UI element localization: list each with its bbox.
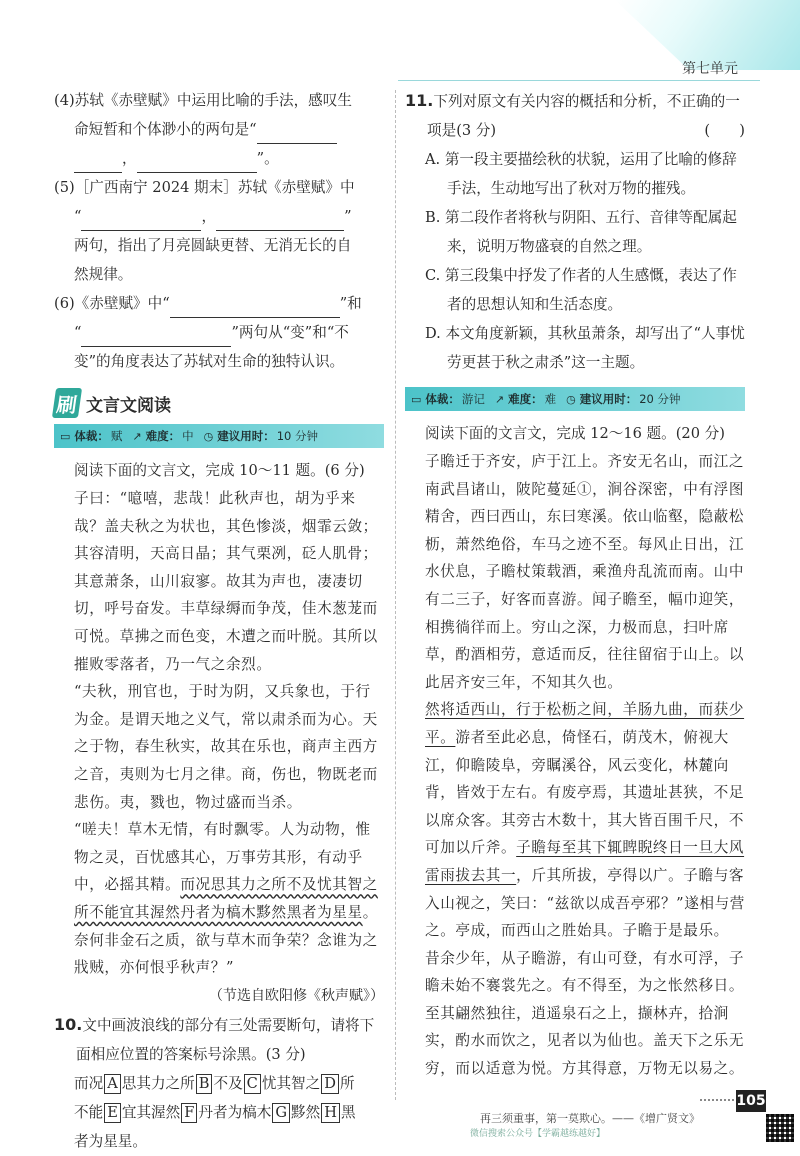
option-box-d[interactable]: D: [321, 1074, 339, 1094]
option-box-a[interactable]: A: [104, 1074, 121, 1094]
answer-blank[interactable]: [257, 125, 337, 144]
footer-sub: 微信搜索公众号【学霸越练越好】: [470, 1129, 606, 1139]
q5-line4: 然规律。: [74, 266, 133, 283]
q6-line3: 变”的角度表达了苏轼对生命的独特认识。: [74, 353, 345, 370]
q4-text: 命短暂和个体渺小的两句是“: [74, 121, 257, 138]
left-column: [54, 86, 384, 1156]
timer-icon: ◷: [566, 392, 576, 406]
q4-line3: ， ”。: [54, 144, 384, 173]
q11: 11.下列对原文有关内容的概括和分析，不正确的一项是(3 分) ( ): [405, 86, 745, 145]
timer-icon: ◷: [203, 429, 214, 443]
underlined-text: 子瞻每至其下辄睥睨终日一旦大风雷雨拔去其一: [425, 839, 745, 884]
chart-icon: ↗: [494, 392, 505, 406]
option-a: A. 第一段主要描绘秋的状貌，运用了比喻的修辞手法，生动地写出了秋对万物的摧残。: [425, 151, 737, 197]
option-b: B. 第二段作者将秋与阴阳、五行、音律等配属起来，说明万物盛衰的自然之理。: [425, 209, 737, 255]
option-c: C. 第三段集中抒发了作者的人生感慨，表达了作者的思想认知和生活态度。: [425, 267, 737, 313]
q5-line3: 两句，指出了月亮圆缺更替、无消无长的自: [74, 237, 352, 254]
difficulty-value: 难: [544, 392, 557, 406]
answer-blank[interactable]: [81, 212, 201, 231]
passage-para1: 子曰：“噫嘻，悲哉！此秋声也，胡为乎来哉？盖夫秋之为状也，其色惨淡，烟霏云敛；其容清明，天高日晶；其气栗冽，砭人肌骨；其意萧条，山川寂寥。故其为声也，凄凄切切，呼号奋发。丰草绿缛而争茂，佳木葱茏而可悦。草拂之而色变，木遭之而叶脱。其所以摧败零落者，乃一气之余烈。: [74, 490, 378, 673]
dotted-rule: [700, 1099, 734, 1101]
answer-paren[interactable]: ( ): [704, 122, 745, 139]
answer-blank[interactable]: [74, 154, 122, 173]
option-box-f[interactable]: F: [181, 1103, 197, 1123]
genre-value: 游记: [461, 392, 485, 406]
answer-blank[interactable]: [137, 154, 257, 173]
passage-intro: 阅读下面的文言文，完成 12～16 题。(20 分): [425, 425, 725, 442]
q10: 10.文中画波浪线的部分有三处需要断句，请将下面相应位置的答案标号涂黑。(3 分): [54, 1014, 375, 1063]
passage-para2: “夫秋，刑官也，于时为阴，又兵象也，于行为金。是谓天地之义气，常以肃杀而为心。天之于物，春生秋实，故其在乐也，商声主西方之音，夷则为七月之律。商，伤也，物既老而悲伤。夷，戮也，物过盛而当杀。: [74, 683, 378, 811]
qr-code-icon: [766, 1114, 794, 1142]
passage-source: （节选自欧阳修《秋声赋》）: [209, 987, 384, 1004]
meta-bar: ▭ 体裁： 游记 ↗ 难度： 难 ◷ 建议用时： 20 分钟: [405, 387, 745, 411]
q6-line1: (6)《赤壁赋》中“ ”和: [54, 289, 384, 318]
answer-blank[interactable]: [81, 328, 231, 347]
answer-blank[interactable]: [170, 299, 340, 318]
option-box-g[interactable]: G: [272, 1103, 290, 1123]
header-rule: [398, 80, 760, 81]
option-d: D. 本文角度新颖，其秋虽萧条，却写出了“人事忧劳更甚于秋之肃杀”这一主题。: [425, 325, 745, 371]
time-value: 10 分钟: [276, 429, 319, 443]
option-box-b[interactable]: B: [196, 1074, 213, 1094]
q10-options-line3: 者为星星。: [74, 1132, 147, 1150]
chart-icon: ↗: [132, 429, 142, 443]
unit-label: 第七单元: [682, 61, 738, 77]
wavy-underlined-text: 而况思其力之所不及忧其智之所不能宜其渥然丹者为槁木黟然黑者为星星: [74, 876, 378, 921]
q4-line2: [54, 115, 384, 144]
difficulty-value: 中: [182, 429, 194, 443]
q5-line1: (5)［广西南宁 2024 期末］苏轼《赤壁赋》中: [54, 179, 355, 196]
q5-line2: “ ， ”: [54, 202, 384, 231]
option-box-c[interactable]: C: [244, 1074, 261, 1094]
answer-blank[interactable]: [216, 212, 344, 231]
q6-line2: “ ”两句从“变”和“不: [54, 318, 384, 347]
option-box-e[interactable]: E: [104, 1103, 121, 1123]
brush-logo-icon: 刷: [52, 388, 82, 418]
document-icon: ▭: [60, 429, 71, 443]
time-value: 20 分钟: [639, 392, 681, 406]
section-heading: [54, 388, 384, 418]
page-number: 105: [736, 1090, 766, 1112]
column-divider: [395, 90, 396, 1100]
meta-bar: ▭ 体裁： 赋 ↗ 难度： 中 ◷ 建议用时： 10 分钟: [54, 424, 384, 448]
passage-para1: 子瞻迁于齐安，庐于江上。齐安无名山，而江之南武昌诸山，陂陀蔓延①，涧谷深密，中有浮图精舍，西曰西山，东曰寒溪。依山临壑，隐蔽松枥，萧然绝俗，车马之迹不至。每风止日出，江水伏息，子瞻杖策载酒，乘渔舟乱流而南。山中有二三子，好客而喜游。闻子瞻至，幅巾迎笑，相携徜徉而上。穷山之深，力极而息，扫叶席草，酌酒相劳，意适而反，往往留宿于山上。以此居齐安三年，不知其久也。: [425, 453, 745, 691]
q10-options-line2: 不能 E 宜其渥然 F 丹者为槁木 G 黟然 H 黑: [74, 1103, 356, 1121]
right-column: [405, 86, 745, 1083]
q10-options-line1: 而况 A 思其力之所 B 不及 C 忧其智之 D 所: [74, 1074, 355, 1092]
q4-line1: (4)苏轼《赤壁赋》中运用比喻的手法，感叹生: [54, 92, 352, 109]
underlined-text: 然将适西山，行于松枥之间，羊肠九曲，而获少平。: [425, 701, 745, 746]
passage-para3: “嗟夫！草木无情，有时飘零。人为动物，惟物之灵，百忧感其心，万事劳其形，有动乎中，必摇其精。而况思其力之所不及忧其智之所不能宜其渥然丹者为槁木黟然黑者为星星。奈何非金石之质，欲与草木而争荣？念谁为之戕贼，亦何恨乎秋声？”: [74, 821, 378, 977]
passage-intro: 阅读下面的文言文，完成 10～11 题。(6 分): [74, 462, 365, 479]
section-title: 文言文阅读: [86, 395, 171, 416]
document-icon: ▭: [411, 392, 422, 406]
passage-para3: 昔余少年，从子瞻游，有山可登，有水可浮，子瞻未始不褰裳先之。有不得至，为之怅然移日。至其翩然独往，逍遥泉石之上，撷林卉，拾涧实，酌水而饮之，见者以为仙也。盖天下之乐无穷，而以适意为悦。方其得意，万物无以易之。: [425, 949, 745, 1078]
genre-value: 赋: [110, 429, 123, 443]
option-box-h[interactable]: H: [321, 1103, 340, 1123]
footer-quote: 再三须重事，第一莫欺心。——《增广贤文》: [480, 1112, 700, 1125]
passage-para2: 然将适西山，行于松枥之间，羊肠九曲，而获少平。游者至此必息，倚怪石，荫茂木，俯视大江，仰瞻陵阜，旁瞩溪谷，风云变化，林麓向背，皆效于左右。有废亭焉，其遗址甚狭，不足以席众客。其旁古木数十，其大皆百围千尺，不可加以斤斧。子瞻每至其下辄睥睨终日一旦大风雷雨拔去其一，斤其所拔，亭得以广。子瞻与客入山视之，笑曰：“兹欲以成吾亭邪？”遂相与营之。亭成，而西山之胜始具。子瞻于是最乐。: [425, 701, 745, 940]
